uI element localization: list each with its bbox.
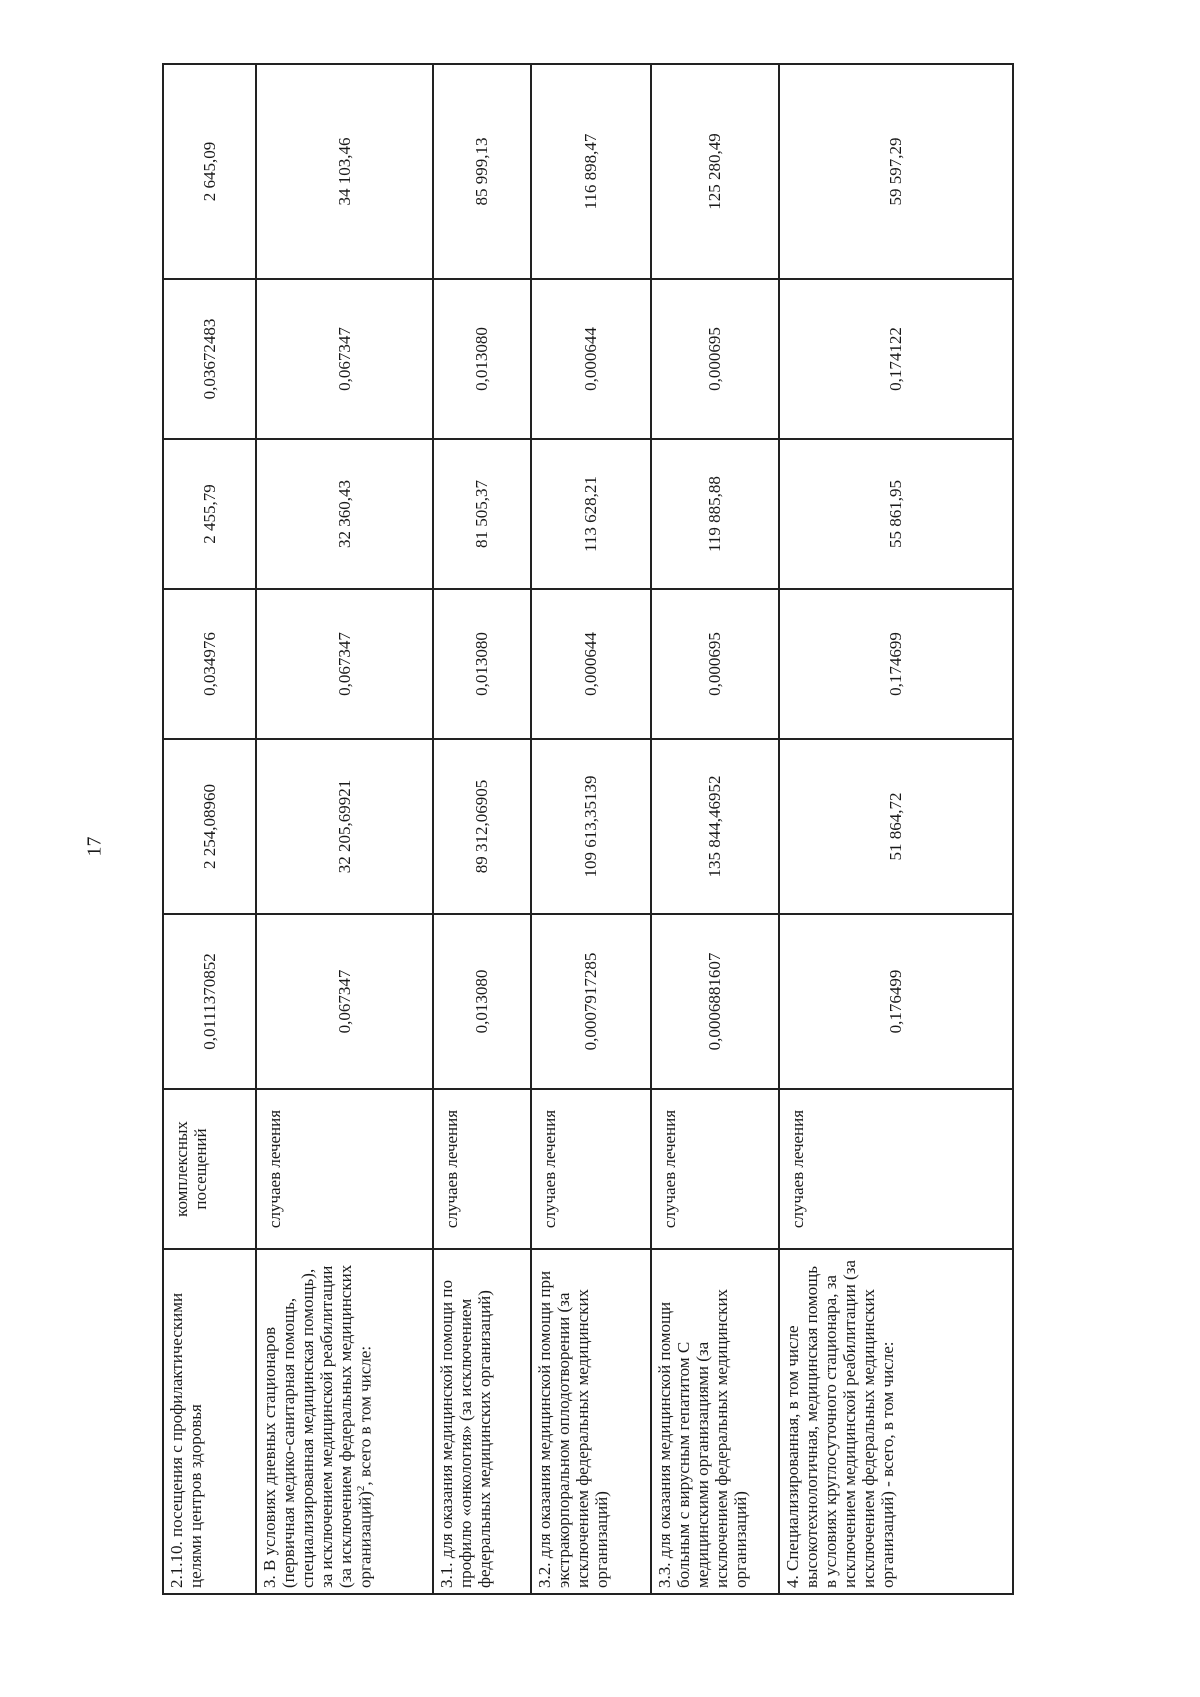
cell-value: 113 628,21 [531, 439, 651, 589]
row-unit: случаев лечения [531, 1089, 651, 1249]
cell-value: 89 312,06905 [433, 739, 531, 914]
cell-value: 0,000695 [651, 279, 779, 439]
cell-value: 0,174122 [779, 279, 1013, 439]
footnote-mark: 2 [355, 1485, 368, 1492]
cell-value: 0,0111370852 [163, 914, 256, 1089]
row-description: 3.2. для оказания медицинской помощи при экстракорпоральном оплодотворении (за исключением федеральных медицинских организаций) [531, 1249, 651, 1594]
row-unit: случаев лечения [651, 1089, 779, 1249]
table-row [433, 64, 531, 1594]
table-row [256, 64, 433, 1594]
cell-value: 2 645,09 [163, 64, 256, 279]
cell-value: 32 205,69921 [256, 739, 433, 914]
cell-value: 0,067347 [256, 589, 433, 739]
cell-value: 2 455,79 [163, 439, 256, 589]
cell-value: 0,067347 [256, 914, 433, 1089]
cell-value: 55 861,95 [779, 439, 1013, 589]
cell-value: 0,013080 [433, 914, 531, 1089]
row-description-tail: , всего в том числе: [355, 1345, 375, 1486]
cell-value: 59 597,29 [779, 64, 1013, 279]
cell-value: 2 254,08960 [163, 739, 256, 914]
cell-value: 0,067347 [256, 279, 433, 439]
cell-value: 125 280,49 [651, 64, 779, 279]
row-unit: случаев лечения [256, 1089, 433, 1249]
cell-value: 0,013080 [433, 589, 531, 739]
cell-value: 0,0006881607 [651, 914, 779, 1089]
cell-value: 34 103,46 [256, 64, 433, 279]
cell-value: 51 864,72 [779, 739, 1013, 914]
financial-norms-table [162, 63, 1014, 1595]
row-description-text: 3. В условиях дневных стационаров (первичная медико-санитарная помощь, специализированная медицинская помощь), за исключением медицинской реабилитации (за исключением федеральных медицинских организаций) [260, 1264, 375, 1588]
cell-value: 135 844,46952 [651, 739, 779, 914]
row-description [256, 1249, 433, 1594]
cell-value: 116 898,47 [531, 64, 651, 279]
cell-value: 0,0007917285 [531, 914, 651, 1089]
row-unit: случаев лечения [779, 1089, 1013, 1249]
row-description: 2.1.10. посещения с профилактическими целями центров здоровья [163, 1249, 256, 1594]
cell-value: 0,000644 [531, 589, 651, 739]
cell-value: 0,000695 [651, 589, 779, 739]
row-unit: случаев лечения [433, 1089, 531, 1249]
table-row [779, 64, 1013, 1594]
cell-value: 0,013080 [433, 279, 531, 439]
row-description: 4. Специализированная, в том числе высокотехнологичная, медицинская помощь в условиях круглосуточного стационара, за исключением медицинской реабилитации (за исключением федеральных медицинских организаций) - всего, в том числе: [779, 1249, 1013, 1594]
cell-value: 0,176499 [779, 914, 1013, 1089]
cell-value: 81 505,37 [433, 439, 531, 589]
cell-value: 0,174699 [779, 589, 1013, 739]
page-number: 17 [83, 836, 106, 857]
row-description: 3.1. для оказания медицинской помощи по профилю «онкология» (за исключением федеральных медицинских организаций) [433, 1249, 531, 1594]
rotated-table-container [162, 65, 1012, 1595]
cell-value: 0,034976 [163, 589, 256, 739]
table-row [651, 64, 779, 1594]
cell-value: 0,03672483 [163, 279, 256, 439]
cell-value: 119 885,88 [651, 439, 779, 589]
cell-value: 32 360,43 [256, 439, 433, 589]
table-row [531, 64, 651, 1594]
table-row [163, 64, 256, 1594]
row-description: 3.3. для оказания медицинской помощи больным с вирусным гепатитом С медицинскими организациями (за исключением федеральных медицинских организаций) [651, 1249, 779, 1594]
row-unit: комплексных посещений [163, 1089, 256, 1249]
cell-value: 0,000644 [531, 279, 651, 439]
cell-value: 85 999,13 [433, 64, 531, 279]
cell-value: 109 613,35139 [531, 739, 651, 914]
